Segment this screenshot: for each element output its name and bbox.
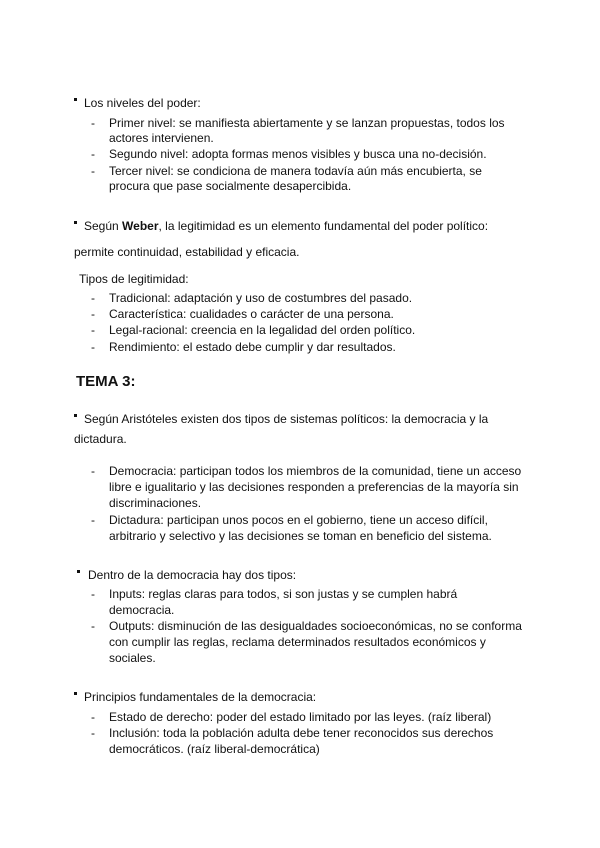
dash-icon: - bbox=[91, 726, 95, 740]
dash-icon: - bbox=[91, 291, 95, 305]
section-title: Los niveles del poder: bbox=[84, 96, 201, 110]
paragraph: Según Aristóteles existen dos tipos de sistemas políticos: la democracia y la bbox=[84, 412, 489, 426]
dash-icon: - bbox=[91, 340, 95, 354]
section-heading: TEMA 3: bbox=[76, 373, 136, 390]
list-item: Legal-racional: creencia en la legalidad del orden político. bbox=[109, 323, 416, 337]
list-item: Democracia: participan todos los miembros de la comunidad, tiene un acceso bbox=[109, 464, 522, 478]
dash-icon: - bbox=[91, 323, 95, 337]
section-title: Principios fundamentales de la democracia: bbox=[84, 690, 317, 704]
list-item-cont: discriminaciones. bbox=[109, 496, 202, 510]
dash-icon: - bbox=[91, 619, 95, 633]
list-item: Tercer nivel: se condiciona de manera todavía aún más encubierta, se bbox=[109, 164, 482, 178]
paragraph: Según Weber, la legitimidad es un elemento fundamental del poder político: bbox=[84, 219, 489, 233]
list-item: Dictadura: participan unos pocos en el gobierno, tiene un acceso difícil, bbox=[109, 513, 488, 527]
list-item-cont: sociales. bbox=[109, 651, 156, 665]
list-item: Estado de derecho: poder del estado limitado por las leyes. (raíz liberal) bbox=[109, 710, 492, 724]
list-item-cont: con cumplir las reglas, reclama determinados resultados económicos y bbox=[109, 635, 486, 649]
list-item: Outputs: disminución de las desigualdades socioeconómicas, no se conforma bbox=[109, 619, 522, 633]
list-item: Inclusión: toda la población adulta debe tener reconocidos sus derechos bbox=[109, 726, 494, 740]
dash-icon: - bbox=[91, 710, 95, 724]
bullet-icon bbox=[74, 98, 77, 101]
list-item-cont: democracia. bbox=[109, 603, 175, 617]
dash-icon: - bbox=[91, 587, 95, 601]
dash-icon: - bbox=[91, 147, 95, 161]
bullet-icon bbox=[74, 414, 77, 417]
list-item-cont: arbitrario y selectivo y las decisiones se toman en beneficio del sistema. bbox=[109, 529, 492, 543]
dash-icon: - bbox=[91, 116, 95, 130]
bullet-icon bbox=[77, 570, 80, 573]
list-item-cont: democráticos. (raíz liberal-democrática) bbox=[109, 742, 320, 756]
list-item: Inputs: reglas claras para todos, si son justas y se cumplen habrá bbox=[109, 587, 458, 601]
bold-name: Weber bbox=[122, 219, 159, 233]
dash-icon: - bbox=[91, 307, 95, 321]
subheading: Tipos de legitimidad: bbox=[79, 272, 189, 286]
list-item: Rendimiento: el estado debe cumplir y dar resultados. bbox=[109, 340, 396, 354]
dash-icon: - bbox=[91, 164, 95, 178]
list-item: Segundo nivel: adopta formas menos visibles y busca una no-decisión. bbox=[109, 147, 487, 161]
section-title: Dentro de la democracia hay dos tipos: bbox=[88, 568, 297, 582]
bullet-icon bbox=[74, 692, 77, 695]
bullet-icon bbox=[74, 221, 77, 224]
list-item: Primer nivel: se manifiesta abiertamente y se lanzan propuestas, todos los bbox=[109, 116, 505, 130]
paragraph-cont: permite continuidad, estabilidad y eficacia. bbox=[74, 245, 300, 259]
list-item-cont: libre e igualitario y las decisiones responden a preferencias de la mayoría sin bbox=[109, 480, 519, 494]
paragraph-cont: dictadura. bbox=[74, 432, 127, 446]
list-item: Tradicional: adaptación y uso de costumbres del pasado. bbox=[109, 291, 413, 305]
dash-icon: - bbox=[91, 513, 95, 527]
list-item-cont: actores intervienen. bbox=[109, 131, 214, 145]
dash-icon: - bbox=[91, 464, 95, 478]
list-item-cont: procura que pase socialmente desapercibida. bbox=[109, 179, 352, 193]
list-item: Característica: cualidades o carácter de una persona. bbox=[109, 307, 394, 321]
